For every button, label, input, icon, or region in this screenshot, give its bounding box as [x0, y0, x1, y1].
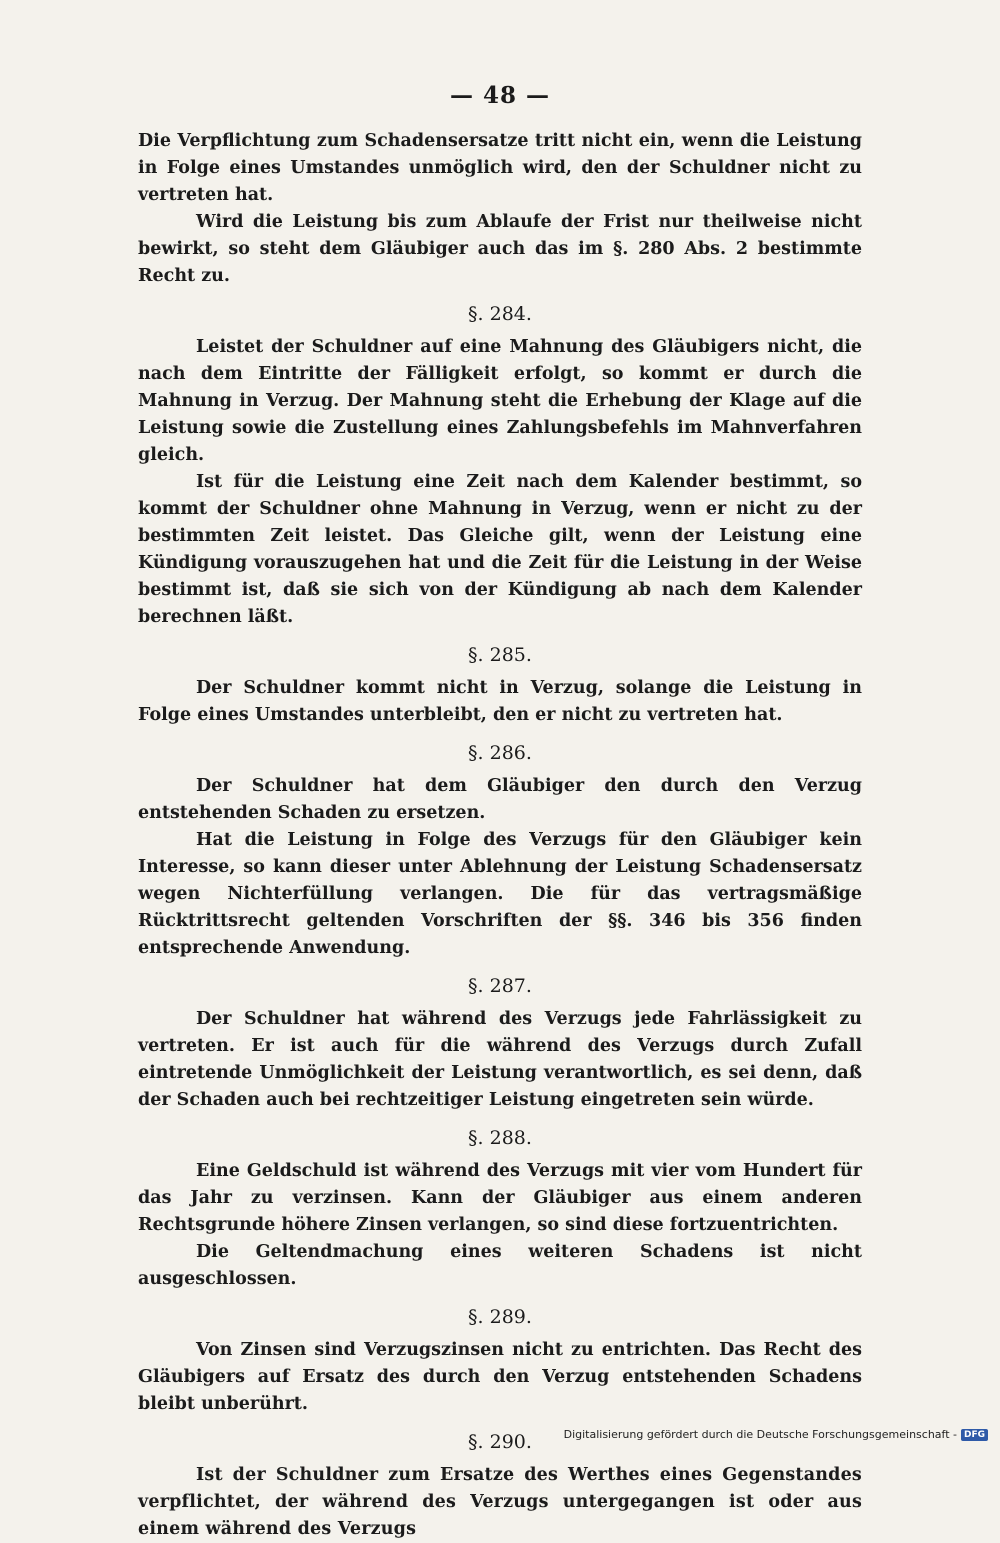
- paragraph: Ist für die Leistung eine Zeit nach dem Kalender bestimmt, so kommt der Schuldner ohne Mahnung in Verzug, wenn er nicht zu der bestimmten Zeit leistet. Das Gleiche gilt, wenn der Leistung eine Kündigung vorauszugehen hat und die Zeit für die Leistung in der Weise bestimmt ist, daß sie sich von der Kündigung ab nach dem Kalender berechnen läßt.: [138, 472, 862, 627]
- document-body: [138, 128, 862, 1543]
- section-heading: §. 287.: [468, 975, 532, 997]
- section-heading: §. 290.: [468, 1431, 532, 1453]
- section-heading: §. 288.: [468, 1127, 532, 1149]
- paragraph: Der Schuldner hat dem Gläubiger den durch den Verzug entstehenden Schaden zu ersetzen.: [138, 776, 862, 823]
- paragraph: Der Schuldner hat während des Verzugs jede Fahrlässigkeit zu vertreten. Er ist auch für die während des Verzugs durch Zufall eintretende Unmöglichkeit der Leistung verantwortlich, es sei denn, daß der Schaden auch bei rechtzeitiger Leistung eingetreten sein würde.: [138, 1009, 862, 1110]
- section-286: [138, 740, 862, 962]
- paragraph: Leistet der Schuldner auf eine Mahnung des Gläubigers nicht, die nach dem Eintritte der Fälligkeit erfolgt, so kommt er durch die Mahnung in Verzug. Der Mahnung steht die Erhebung der Klage auf die Leistung sowie die Zustellung eines Zahlungsbefehls im Mahnverfahren gleich.: [138, 337, 862, 465]
- section-285: [138, 642, 862, 729]
- footer-text: Digitalisierung gefördert durch die Deutsche Forschungsgemeinschaft -: [563, 1428, 957, 1441]
- section-290: [138, 1429, 862, 1543]
- section-288: [138, 1125, 862, 1293]
- section-287: [138, 973, 862, 1114]
- paragraph: Eine Geldschuld ist während des Verzugs mit vier vom Hundert für das Jahr zu verzinsen. Kann der Gläubiger aus einem anderen Rechtsgrunde höhere Zinsen verlangen, so sind diese fortzuentrichten.: [138, 1161, 862, 1235]
- section-heading: §. 285.: [468, 644, 532, 666]
- section-289: [138, 1304, 862, 1418]
- section-heading: §. 289.: [468, 1306, 532, 1328]
- paragraph: Die Verpflichtung zum Schadensersatze tritt nicht ein, wenn die Leistung in Folge eines Umstandes unmöglich wird, den der Schuldner nicht zu vertreten hat.: [138, 131, 862, 205]
- page-number: — 48 —: [449, 82, 551, 109]
- section-heading: §. 284.: [468, 303, 532, 325]
- section-continuation: [138, 128, 862, 290]
- paragraph: Ist der Schuldner zum Ersatze des Werthes eines Gegenstandes verpflichtet, der während des Verzugs untergegangen ist oder aus einem während des Verzugs: [138, 1465, 862, 1539]
- dfg-logo-icon: DFG: [961, 1429, 988, 1441]
- paragraph: Von Zinsen sind Verzugszinsen nicht zu entrichten. Das Recht des Gläubigers auf Ersatz des durch den Verzug entstehenden Schadens bleibt unberührt.: [138, 1340, 862, 1414]
- section-284: [138, 301, 862, 631]
- paragraph: Wird die Leistung bis zum Ablaufe der Frist nur theilweise nicht bewirkt, so steht dem Gläubiger auch das im §. 280 Abs. 2 bestimmte Recht zu.: [138, 212, 862, 286]
- section-heading: §. 286.: [468, 742, 532, 764]
- paragraph: Der Schuldner kommt nicht in Verzug, solange die Leistung in Folge eines Umstandes unterbleibt, den er nicht zu vertreten hat.: [138, 678, 862, 725]
- paragraph: Die Geltendmachung eines weiteren Schadens ist nicht ausgeschlossen.: [138, 1242, 862, 1289]
- funding-footer: [564, 1428, 988, 1441]
- paragraph: Hat die Leistung in Folge des Verzugs für den Gläubiger kein Interesse, so kann dieser unter Ablehnung der Leistung Schadensersatz wegen Nichterfüllung verlangen. Die für das vertragsmäßige Rücktrittsrecht geltenden Vorschriften der §§. 346 bis 356 finden entsprechende Anwendung.: [138, 830, 862, 958]
